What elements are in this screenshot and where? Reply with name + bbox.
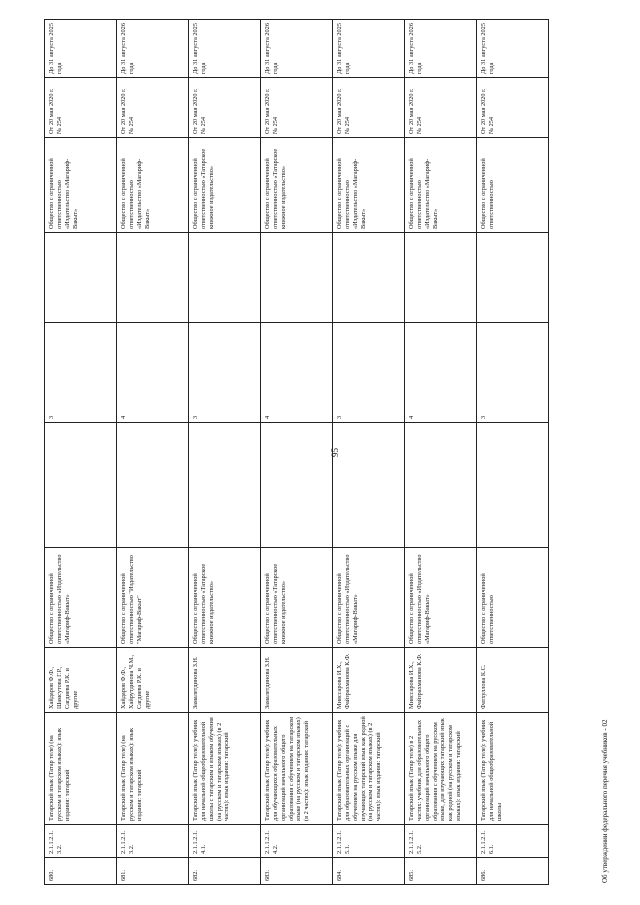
publisher-holder-cell: Общество с ограниченной ответственностью «Издательство «Магариф-Вакыт» [405,138,477,233]
publisher-holder-cell: Общество с ограниченной ответственностью «Издательство «Магариф-Вакыт» [333,138,405,233]
row-code-cell: 2.1.1.2.1.6.1. [477,825,549,858]
order-date-cell: От 20 мая 2020 г. № 254 [261,78,333,138]
publisher-cell: Общество с ограниченной ответственностью "Издательство "Магариф-Вакыт" [117,548,189,648]
row-code-cell: 2.1.1.2.1.5.2. [405,825,477,858]
deadline-cell: До 31 августа 2025 года [45,20,117,78]
order-date-cell: От 20 мая 2020 г. № 254 [117,78,189,138]
grade-cell: 3 [189,323,261,423]
authors-cell: Замалетдинова З.Н. [261,648,333,713]
empty-cell [189,423,261,548]
publisher-holder-cell: Общество с ограниченной ответственностью «Издательство «Магариф-Вакыт» [117,138,189,233]
row-code-cell: 2.1.1.2.1.4.2. [261,825,333,858]
grade-cell: 4 [405,323,477,423]
empty-cell [405,423,477,548]
deadline-cell: До 31 августа 2025 года [477,20,549,78]
deadline-cell: До 31 августа 2025 года [333,20,405,78]
authors-cell: Фатхуллова К.С. [477,648,549,713]
order-date-cell: От 20 мая 2020 г. № 254 [405,78,477,138]
publisher-cell: Общество с ограниченной ответственностью «Издательство «Магариф-Вакыт» [333,548,405,648]
publisher-holder-cell: Общество с ограниченной ответственностью «Татарское книжное издательство» [189,138,261,233]
row-number-cell: 686. [477,858,549,885]
book-title-cell: Татарский язык (Татар теле) (на русском и татарском языках): язык издания: татарский [45,713,117,825]
publisher-holder-cell: Общество с ограниченной ответственностью «Издательство «Магариф-Вакыт» [45,138,117,233]
row-number-cell: 683. [261,858,333,885]
row-number-cell: 680. [45,858,117,885]
book-title-cell: Татарский язык (Татар теле): учебник для начальной общеобразовательной школы [477,713,549,825]
empty-cell [405,233,477,323]
publisher-cell: Общество с ограниченной ответственностью «Издательство «Магариф-Вакыт» [45,548,117,648]
table-row [477,20,549,885]
row-code-cell: 2.1.1.2.1.4.1. [189,825,261,858]
order-date-cell: От 20 мая 2020 г. № 254 [477,78,549,138]
table-row [189,20,261,885]
authors-cell: Мияссарова И.Х., Файзрахманова К.Ф. [333,648,405,713]
order-date-cell: От 20 мая 2020 г. № 254 [189,78,261,138]
footer-note: Об утверждении федерального перечня учебников - 02 [601,719,609,883]
publisher-cell: Общество с ограниченной ответственностью [477,548,549,648]
empty-cell [45,233,117,323]
row-number-cell: 681. [117,858,189,885]
empty-cell [45,423,117,548]
grade-cell: 3 [477,323,549,423]
deadline-cell: До 31 августа 2025 года [189,20,261,78]
deadline-cell: До 31 августа 2026 года [117,20,189,78]
order-date-cell: От 20 мая 2020 г. № 254 [45,78,117,138]
empty-cell [477,423,549,548]
table-row [117,20,189,885]
book-title-cell: Татарский язык (Татар теле) в 2 частях: учебник для образовательных организаций начального общего образования с обучением на русском языке, для изучающих татарский язык как родной (на русском и татарском языках): язык издания: татарский [405,713,477,825]
grade-cell: 4 [117,323,189,423]
empty-cell [189,233,261,323]
publisher-cell: Общество с ограниченной ответственностью «Татарское книжное издательство» [189,548,261,648]
row-code-cell: 2.1.1.2.1.3.2. [117,825,189,858]
table-row [261,20,333,885]
authors-cell: Хайдаров Ф.Ф., Хайрутдинова Ч.М., Сагдиева Р.К. и другие [117,648,189,713]
deadline-cell: До 31 августа 2026 года [261,20,333,78]
table-row [45,20,117,885]
row-number-cell: 682. [189,858,261,885]
empty-cell [333,233,405,323]
book-title-cell: Татарский язык (Татар теле): учебник для обучающихся образовательных организаций начального общего образования с обучением на татарском языке (на русском и татарском языках) (в 2 частях): язык издания: татарский [261,713,333,825]
empty-cell [477,233,549,323]
table-row [333,20,405,885]
page-number: 95 [330,448,340,457]
empty-cell [261,423,333,548]
publisher-cell: Общество с ограниченной ответственностью «Издательство «Магариф-Вакыт» [405,548,477,648]
book-title-cell: Татарский язык (Татар теле) (на русском и татарском языках): язык издания: татарский [117,713,189,825]
authors-cell: Замалетдинова З.Н. [189,648,261,713]
authors-cell: Хайдаров Ф.Ф., Шамсутова Г.Р., Сагдиева Р.К. и другие [45,648,117,713]
grade-cell: 3 [333,323,405,423]
table-row [405,20,477,885]
book-title-cell: Татарский язык (Татар теле): учебник для начальной общеобразовательной школы с татарским и языком обучения (на русском и татарском языках) (в 2 частях): язык издания: татарский [189,713,261,825]
order-date-cell: От 20 мая 2020 г. № 254 [333,78,405,138]
authors-cell: Мияссарова И.Х., Файзрахманова К.Ф. [405,648,477,713]
publisher-cell: Общество с ограниченной ответственностью «Татарское книжное издательство» [261,548,333,648]
grade-cell: 3 [45,323,117,423]
row-number-cell: 684. [333,858,405,885]
table-body [45,20,549,885]
publisher-holder-cell: Общество с ограниченной ответственностью [477,138,549,233]
empty-cell [117,233,189,323]
empty-cell [333,423,405,548]
grade-cell: 4 [261,323,333,423]
deadline-cell: До 31 августа 2026 года [405,20,477,78]
row-number-cell: 685. [405,858,477,885]
textbook-list-table [44,19,549,885]
row-code-cell: 2.1.1.2.1.5.1. [333,825,405,858]
row-code-cell: 2.1.1.2.1.3.2. [45,825,117,858]
book-title-cell: Татарский язык (Татар теле): учебник для образовательных организаций с обучением на русском языке для изучающих татарский язык как родной (на русском и татарском языках) (в 2 частях): язык издания: татарский [333,713,405,825]
empty-cell [117,423,189,548]
publisher-holder-cell: Общество с ограниченной ответственностью «Татарское книжное издательство» [261,138,333,233]
empty-cell [261,233,333,323]
